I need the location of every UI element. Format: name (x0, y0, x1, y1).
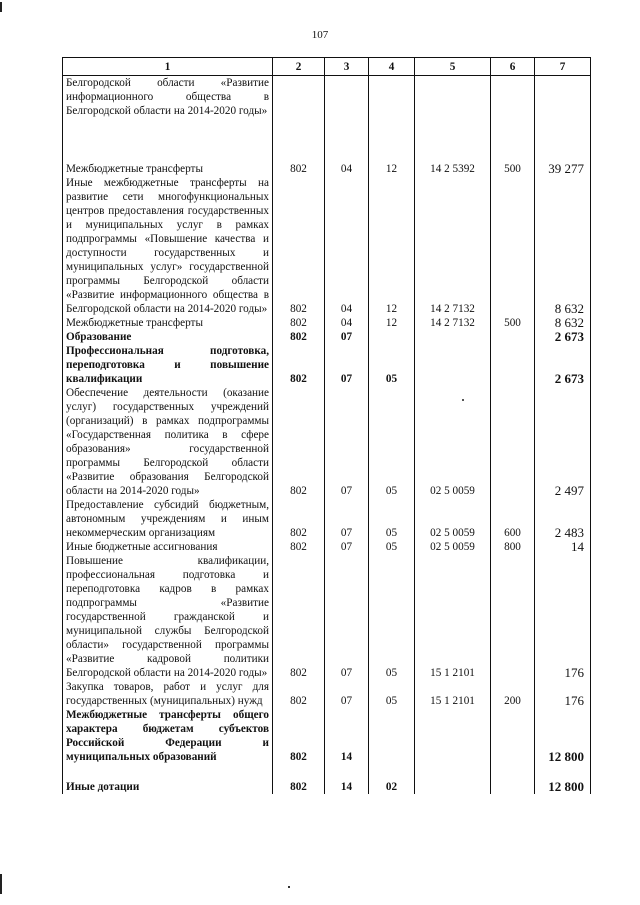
scan-speck (288, 886, 290, 888)
column-header: 5 (415, 58, 491, 76)
cell-amount: 12 800 (535, 708, 591, 764)
cell-subsection (369, 708, 415, 764)
cell-subsection: 05 (369, 680, 415, 708)
cell-section: 07 (325, 540, 369, 554)
cell-amount: 12 800 (535, 764, 591, 794)
cell-expense-type: 500 (491, 162, 535, 176)
column-header: 2 (273, 58, 325, 76)
table-header-row (63, 58, 591, 76)
cell-subsection: 05 (369, 540, 415, 554)
cell-amount (535, 76, 591, 162)
cell-section: 07 (325, 680, 369, 708)
cell-subsection: 12 (369, 176, 415, 316)
cell-ministry: 802 (273, 386, 325, 498)
cell-ministry: 802 (273, 764, 325, 794)
cell-ministry: 802 (273, 344, 325, 386)
column-header: 6 (491, 58, 535, 76)
cell-expense-type: 800 (491, 540, 535, 554)
cell-section: 14 (325, 764, 369, 794)
table-row (63, 764, 591, 794)
cell-subsection: 12 (369, 316, 415, 330)
cell-expense-type (491, 344, 535, 386)
cell-section: 07 (325, 554, 369, 680)
row-name: Закупка товаров, работ и услуг для государственных (муниципальных) нужд (63, 680, 273, 708)
row-name: Обеспечение деятельности (оказание услуг) государственных учреждений (организаций) в рамках подпрограммы «Государственная политика в сфере образования» государственной программы Белгородской области «Развитие образования Белгородской области на 2014-2020 годы» (63, 386, 273, 498)
cell-target-article: 15 1 2101 (415, 680, 491, 708)
cell-target-article: 14 2 5392 (415, 162, 491, 176)
cell-target-article (415, 344, 491, 386)
row-name: Повышение квалификации, профессиональная подготовка и переподготовка кадров в рамках подпрограммы «Развитие государственной гражданской и муниципальной службы Белгородской области» государственной программы «Развитие кадровой политики Белгородской области на 2014-2020 годы» (63, 554, 273, 680)
table-row (63, 344, 591, 386)
cell-section: 07 (325, 330, 369, 344)
cell-subsection: 05 (369, 344, 415, 386)
row-name: Образование (63, 330, 273, 344)
cell-subsection (369, 330, 415, 344)
table-row (63, 554, 591, 680)
row-name: Межбюджетные трансферты (63, 162, 273, 176)
page-number: 107 (311, 29, 329, 41)
cell-expense-type: 200 (491, 680, 535, 708)
row-name: Иные бюджетные ассигнования (63, 540, 273, 554)
cell-ministry: 802 (273, 680, 325, 708)
cell-target-article (415, 76, 491, 162)
cell-ministry: 802 (273, 316, 325, 330)
cell-amount: 39 277 (535, 162, 591, 176)
cell-target-article: 14 2 7132 (415, 176, 491, 316)
edge-mark (0, 874, 2, 894)
cell-expense-type: 500 (491, 316, 535, 330)
cell-target-article (415, 708, 491, 764)
cell-target-article (415, 764, 491, 794)
cell-amount: 14 (535, 540, 591, 554)
table-row (63, 176, 591, 316)
row-name: Межбюджетные трансферты (63, 316, 273, 330)
row-name: Иные межбюджетные трансферты на развитие сети многофункциональных центров предоставления государственных и муниципальных услуг в рамках подпрограммы «Повышение качества и доступности государственных и муниципальных услуг» государственной программы Белгородской области «Развитие информационного общества в Белгородской области на 2014-2020 годы» (63, 176, 273, 316)
column-header: 3 (325, 58, 369, 76)
cell-ministry: 802 (273, 708, 325, 764)
cell-amount: 2 483 (535, 498, 591, 540)
scan-speck (462, 399, 464, 401)
cell-target-article: 02 5 0059 (415, 498, 491, 540)
cell-amount: 2 497 (535, 386, 591, 498)
cell-target-article: 02 5 0059 (415, 540, 491, 554)
cell-target-article: 14 2 7132 (415, 316, 491, 330)
cell-amount: 8 632 (535, 316, 591, 330)
cell-subsection: 05 (369, 498, 415, 540)
cell-amount: 176 (535, 554, 591, 680)
table-row (63, 330, 591, 344)
cell-expense-type (491, 76, 535, 162)
cell-expense-type (491, 330, 535, 344)
table-row (63, 316, 591, 330)
row-name: Белгородской области «Развитие информационного общества в Белгородской области на 2014-2020 годы» (63, 76, 273, 162)
cell-section: 07 (325, 386, 369, 498)
cell-section: 07 (325, 498, 369, 540)
cell-section: 14 (325, 708, 369, 764)
cell-expense-type (491, 386, 535, 498)
row-name: Иные дотации (63, 764, 273, 794)
cell-amount: 2 673 (535, 330, 591, 344)
row-name: Предоставление субсидий бюджетным, автономным учреждениям и иным некоммерческим организациям (63, 498, 273, 540)
cell-subsection: 02 (369, 764, 415, 794)
edge-mark (0, 2, 2, 12)
cell-ministry: 802 (273, 176, 325, 316)
cell-ministry (273, 76, 325, 162)
column-header: 1 (63, 58, 273, 76)
cell-ministry: 802 (273, 498, 325, 540)
cell-section: 07 (325, 344, 369, 386)
cell-expense-type (491, 764, 535, 794)
cell-expense-type (491, 176, 535, 316)
cell-expense-type (491, 554, 535, 680)
cell-expense-type: 600 (491, 498, 535, 540)
table-row (63, 386, 591, 498)
cell-expense-type (491, 708, 535, 764)
cell-amount: 176 (535, 680, 591, 708)
cell-target-article (415, 330, 491, 344)
cell-ministry: 802 (273, 554, 325, 680)
table-row (63, 162, 591, 176)
cell-target-article: 02 5 0059 (415, 386, 491, 498)
row-name: Межбюджетные трансферты общего характера бюджетам субъектов Российской Федерации и муниципальных образований (63, 708, 273, 764)
cell-section (325, 76, 369, 162)
cell-section: 04 (325, 162, 369, 176)
table-row (63, 680, 591, 708)
table-row (63, 708, 591, 764)
cell-subsection: 05 (369, 554, 415, 680)
cell-amount: 8 632 (535, 176, 591, 316)
table-row (63, 540, 591, 554)
cell-target-article: 15 1 2101 (415, 554, 491, 680)
cell-section: 04 (325, 176, 369, 316)
column-header: 7 (535, 58, 591, 76)
cell-ministry: 802 (273, 330, 325, 344)
cell-section: 04 (325, 316, 369, 330)
table-row (63, 498, 591, 540)
cell-subsection (369, 76, 415, 162)
column-header: 4 (369, 58, 415, 76)
table-row (63, 76, 591, 162)
cell-ministry: 802 (273, 162, 325, 176)
cell-subsection: 05 (369, 386, 415, 498)
cell-ministry: 802 (273, 540, 325, 554)
budget-table (62, 57, 591, 794)
row-name: Профессиональная подготовка, переподготовка и повышение квалификации (63, 344, 273, 386)
cell-subsection: 12 (369, 162, 415, 176)
cell-amount: 2 673 (535, 344, 591, 386)
